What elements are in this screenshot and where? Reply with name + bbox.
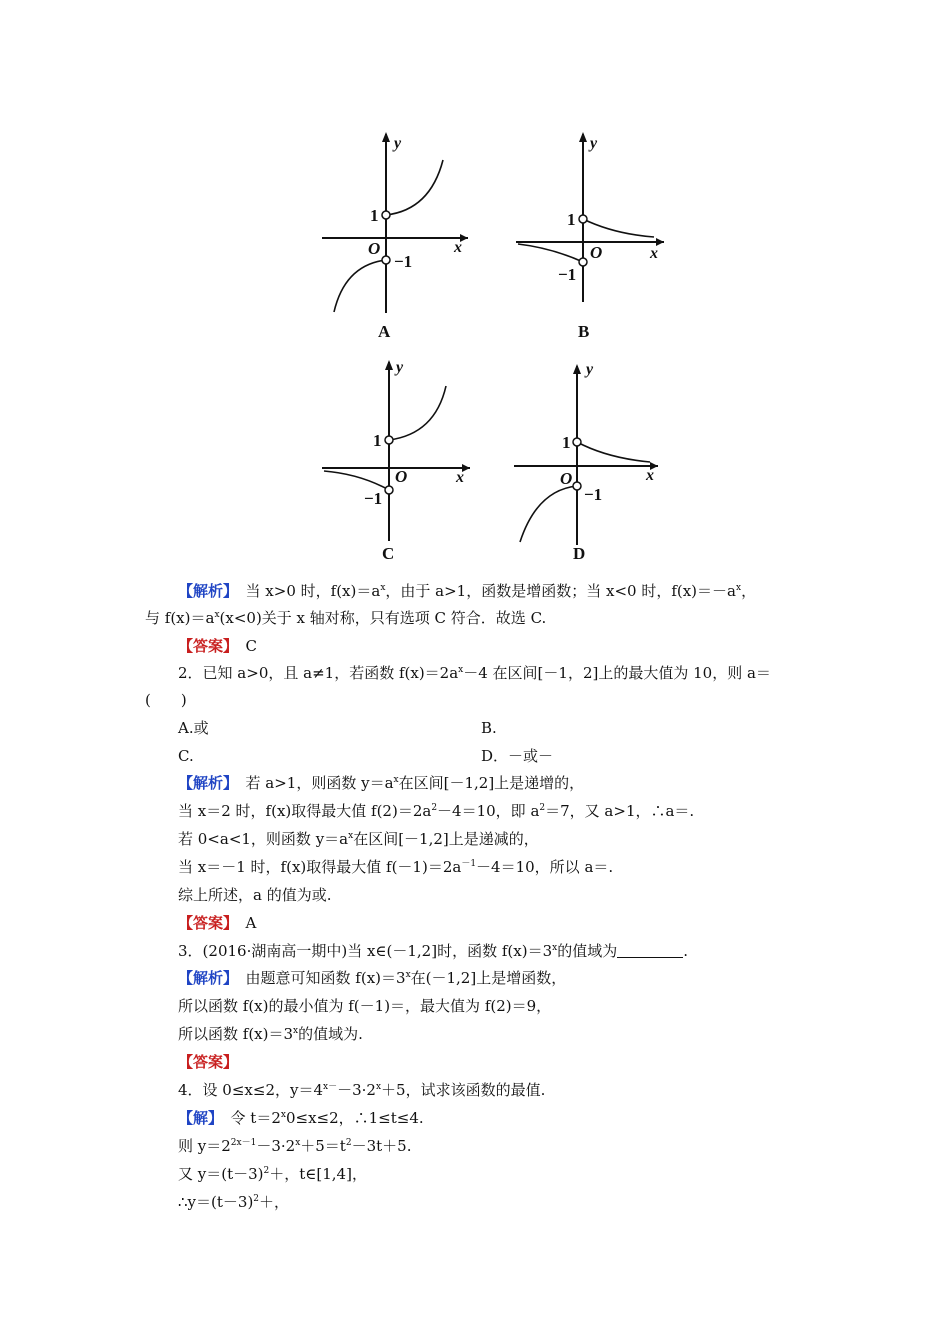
x-axis-label: x xyxy=(454,239,462,256)
q3-analysis-line-2: 所以函数 f(x)的最小值为 f(－1)＝，最大值为 f(2)＝9， xyxy=(178,997,552,1015)
origin-label: O xyxy=(395,467,408,486)
answer-blank xyxy=(617,943,683,958)
q4-stem: 4．设 0≤x≤2，$y=4^{x-}-3\cdot 2^x+5$，试求该函数的最值. xyxy=(178,1081,546,1099)
label-one: 1 xyxy=(567,210,576,229)
q4-solution-line-1: 【解】 令 $t=2^x0\le x\le 2$，∴1≤t≤4. xyxy=(178,1109,424,1127)
answer-tag: 【答案】 xyxy=(178,637,231,655)
q2-stem-line-1: 2．已知 a>0，且 a≠1，若函数 $f(x)=2a^x-4$ 在区间[－1，2]上的最大值为 10，则 a＝ xyxy=(178,664,771,682)
y-axis-label: y xyxy=(586,361,594,378)
q2-analysis-line-5: 综上所述，a 的值为或. xyxy=(178,886,332,904)
q4-solution-line-2: 则 $y=2^{2x-1}-3\cdot 2^x+5=t^2-3t+5$. xyxy=(178,1137,412,1155)
q4-solution-line-3: 又 $y=(t-3)^2+$，t∈[1,4]， xyxy=(178,1165,367,1183)
label-one: 1 xyxy=(373,431,382,450)
label-minus-one: −1 xyxy=(558,265,577,284)
q1-analysis-line-1: 【解析】 当 x>0 时，$f(x)=a^x$，由于 a>1，函数是增函数；当 x<0 时，$f(x)=-a^x$， xyxy=(178,582,757,600)
q2-option-b: B. xyxy=(481,719,497,737)
y-axis-label: y xyxy=(590,135,598,152)
q1-analysis-line-2: 与 $f(x)=a^x(x<0)$关于 x 轴对称，只有选项 C 符合．故选 C. xyxy=(145,609,547,627)
analysis-tag: 【解析】 xyxy=(178,582,231,600)
graph-b-label: B xyxy=(578,322,590,341)
graph-a-label: A xyxy=(378,322,391,341)
q3-answer xyxy=(178,1052,238,1072)
label-minus-one: −1 xyxy=(584,485,603,504)
origin-label: O xyxy=(560,469,573,488)
q2-answer: 【答案】 A xyxy=(178,914,257,932)
q1-answer: 【答案】 C xyxy=(178,637,258,655)
q2-analysis-line-2: 当 x＝2 时，f(x)取得最大值 $f(2)=2a^2-4=10$，即 $a^2=7$，又 a>1，∴a＝. xyxy=(178,802,695,820)
graph-d-label: D xyxy=(573,544,586,563)
solution-tag: 【解】 xyxy=(178,1109,216,1127)
x-axis-label: x xyxy=(646,467,654,484)
origin-label: O xyxy=(368,239,381,258)
x-axis-label: x xyxy=(456,469,464,486)
y-axis-label: y xyxy=(394,135,402,152)
q2-option-d: D．－或－ xyxy=(481,747,554,765)
label-one: 1 xyxy=(562,433,571,452)
q2-option-a: A.或 xyxy=(178,719,209,737)
analysis-tag: 【解析】 xyxy=(178,774,231,792)
q3-stem: 3．(2016·湖南高一期中)当 x∈(－1,2]时，函数 $f(x)=3^x$的值域为 . xyxy=(178,942,688,960)
q4-solution-line-4: $\therefore y=(t-3)^2+$， xyxy=(178,1193,290,1211)
q3-analysis-line-1: 【解析】 由题意可知函数 $f(x)=3^x$在(－1,2]上是增函数， xyxy=(178,969,567,987)
answer-tag: 【答案】 xyxy=(178,914,231,932)
graph-c-label: C xyxy=(382,544,395,563)
q2-analysis-line-3: 若 0<a<1，则函数 $y=a^x$在区间[－1,2]上是递减的， xyxy=(178,830,539,848)
q2-stem-line-2: ( ) xyxy=(145,691,187,709)
label-minus-one: −1 xyxy=(394,252,413,271)
x-axis-label: x xyxy=(650,245,658,262)
q2-analysis-line-4: 当 x＝－1 时，f(x)取得最大值 $f(-1)=2a^{-1}-4=10$，所以 a＝. xyxy=(178,858,614,876)
label-one: 1 xyxy=(370,206,379,225)
q2-analysis-line-1: 【解析】 若 a>1，则函数 $y=a^x$在区间[－1,2]上是递增的， xyxy=(178,774,585,792)
label-minus-one: −1 xyxy=(364,489,383,508)
q2-option-c: C. xyxy=(178,747,194,765)
origin-label: O xyxy=(590,243,603,262)
analysis-tag: 【解析】 xyxy=(178,969,231,987)
answer-tag: 【答案】 xyxy=(178,1053,239,1071)
q3-analysis-line-3: 所以函数 $f(x)=3^x$的值域为. xyxy=(178,1025,363,1043)
y-axis-label: y xyxy=(396,359,404,376)
